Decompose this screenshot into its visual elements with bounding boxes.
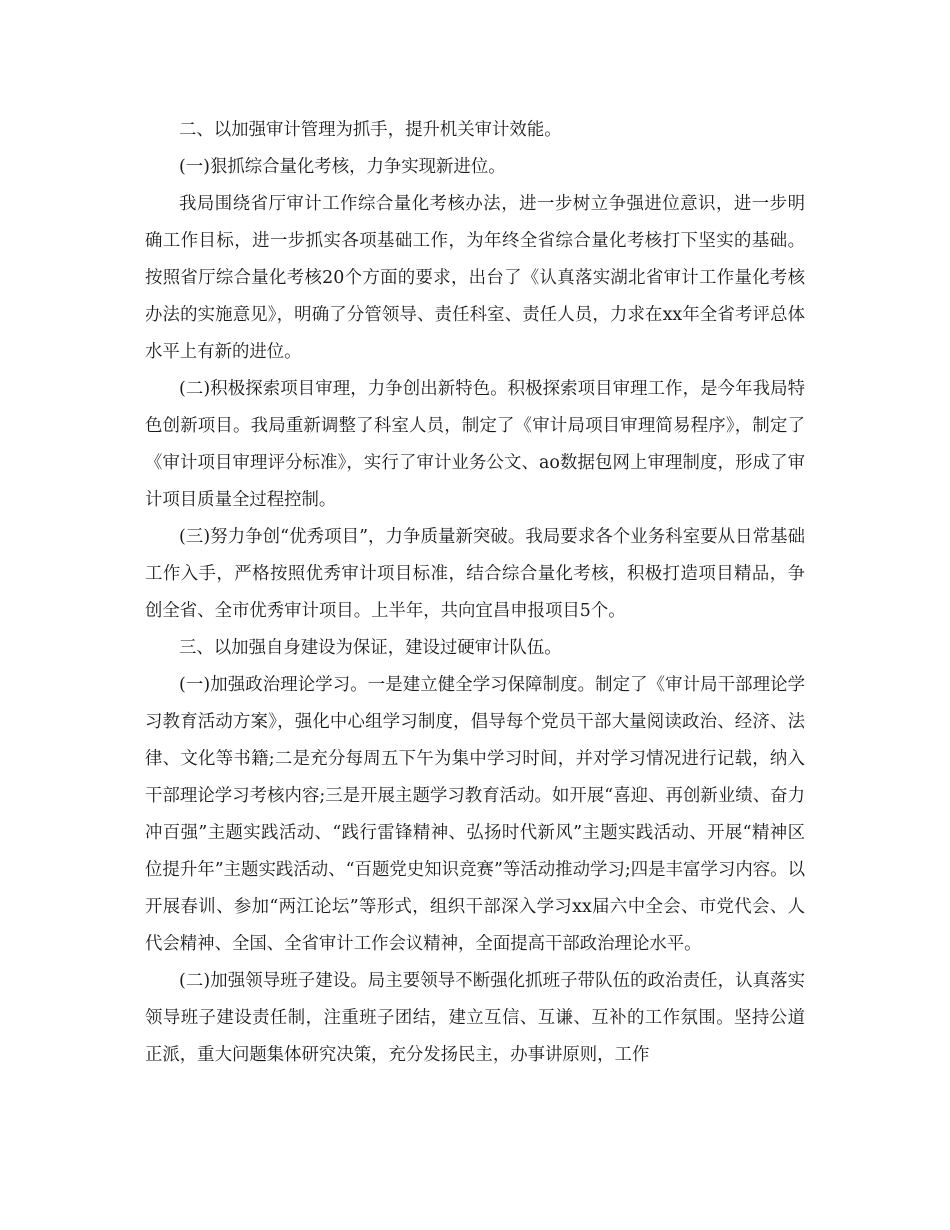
section-heading-2: 二、以加强审计管理为抓手，提升机关审计效能。 (179, 120, 562, 140)
subsection-heading-2-1: (一)狠抓综合量化考核，力争实现新进位。 (179, 157, 506, 177)
body-paragraph: (二)加强领导班子建设。局主要领导不断强化抓班子带队伍的政治责任，认真落实领导班子建设责任制，注重班子团结，建立互信、互谦、互补的工作氛围。坚持公道正派，重大问题集体研究决策，充分发扬民主，办事讲原则，工作 (145, 971, 805, 1065)
body-paragraph: 我局围绕省厅审计工作综合量化考核办法，进一步树立争强进位意识，进一步明确工作目标，进一步抓实各项基础工作，为年终全省综合量化考核打下坚实的基础。按照省厅综合量化考核20个方面的要求，出台了《认真落实湖北省审计工作量化考核办法的实施意见》，明确了分管领导、责任科室、责任人员，力求在xx年全省考评总体水平上有新的进位。 (145, 194, 805, 362)
section-heading-3: 三、以加强自身建设为保证，建设过硬审计队伍。 (179, 638, 562, 658)
body-paragraph: (一)加强政治理论学习。一是建立健全学习保障制度。制定了《审计局干部理论学习教育活动方案》，强化中心组学习制度，倡导每个党员干部大量阅读政治、经济、法律、文化等书籍;二是充分每周五下午为集中学习时间，并对学习情况进行记载，纳入干部理论学习考核内容;三是开展主题学习教育活动。如开展“喜迎、再创新业绩、奋力冲百强”主题实践活动、“践行雷锋精神、弘扬时代新风”主题实践活动、开展“精神区位提升年”主题实践活动、“百题党史知识竞赛”等活动推动学习;四是丰富学习内容。以开展春训、参加“两江论坛”等形式，组织干部深入学习xx届六中全会、市党代会、人代会精神、全国、全省审计工作会议精神，全面提高干部政治理论水平。 (145, 675, 805, 954)
body-paragraph: (三)努力争创“优秀项目”，力争质量新突破。我局要求各个业务科室要从日常基础工作入手，严格按照优秀审计项目标准，结合综合量化考核，积极打造项目精品，争创全省、全市优秀审计项目。上半年，共向宜昌申报项目5个。 (145, 527, 805, 621)
document-body (145, 112, 805, 1074)
body-paragraph: (二)积极探索项目审理，力争创出新特色。积极探索项目审理工作，是今年我局特色创新项目。我局重新调整了科室人员，制定了《审计局项目审理简易程序》，制定了《审计项目审理评分标准》，实行了审计业务公文、ao数据包网上审理制度，形成了审计项目质量全过程控制。 (145, 379, 805, 510)
